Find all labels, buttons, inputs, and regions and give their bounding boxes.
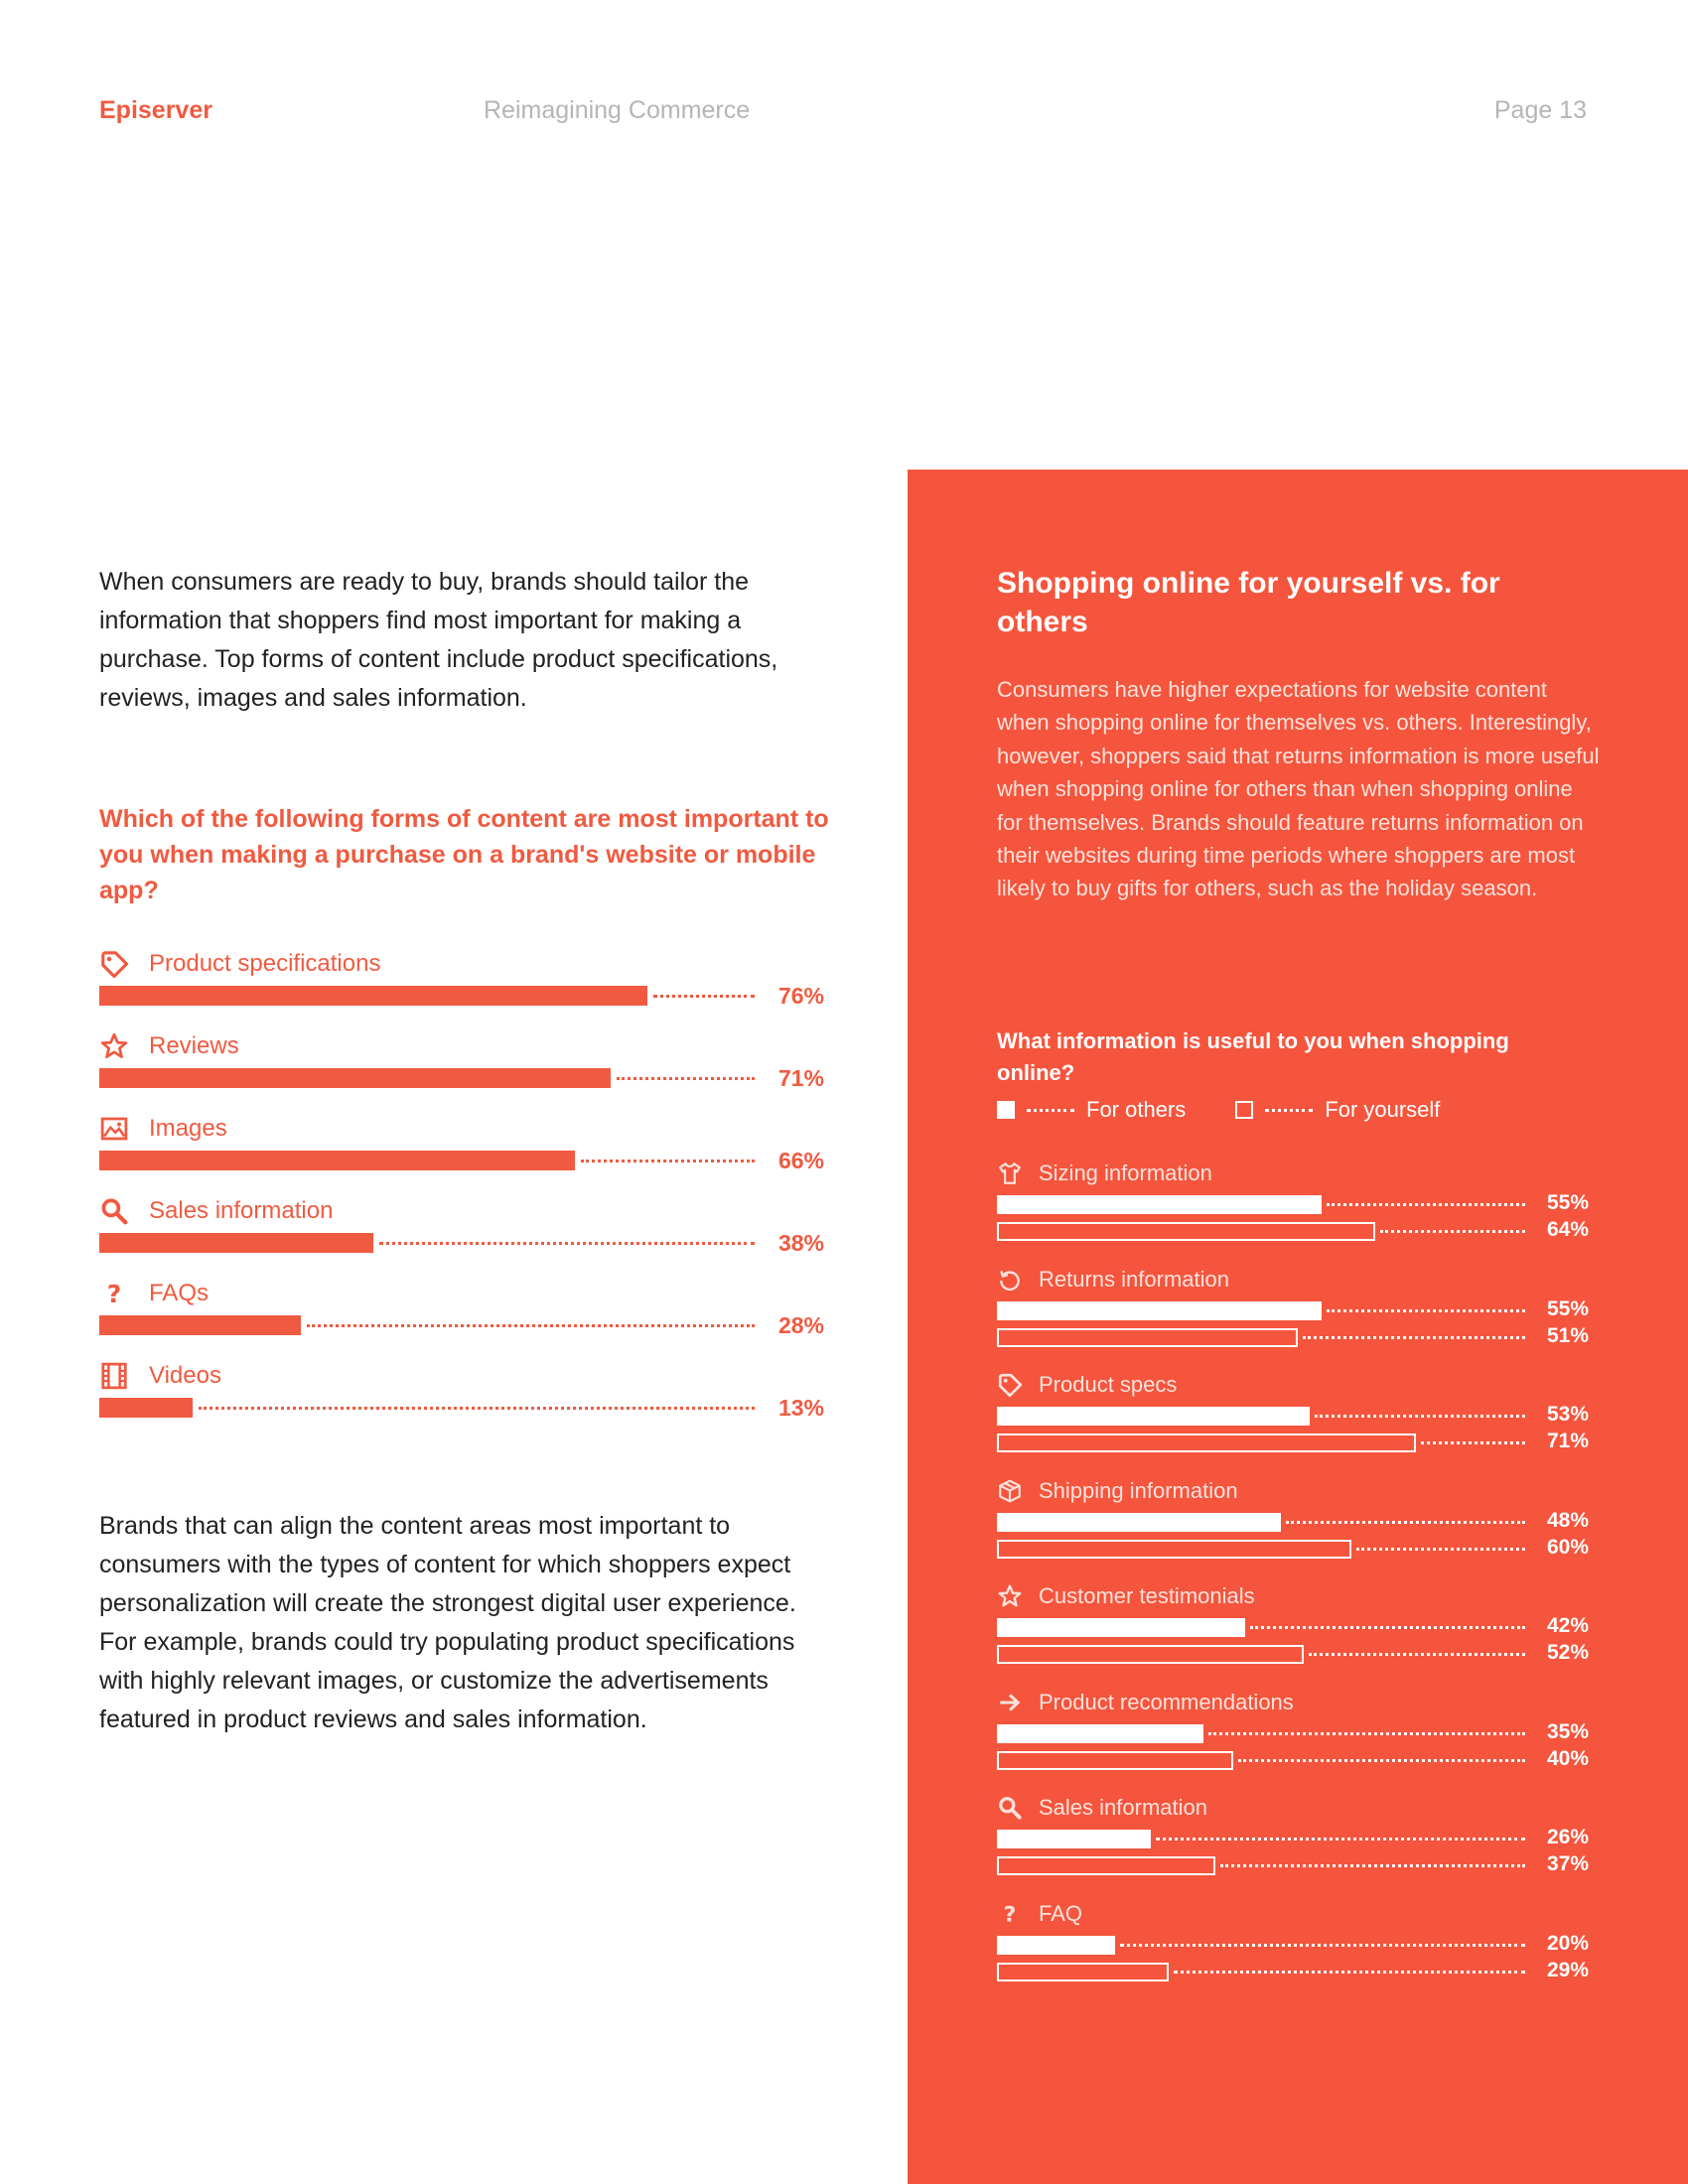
value-for-others: 26%: [1546, 1826, 1589, 1848]
leader-dots: [1286, 1521, 1525, 1524]
chart-row: [99, 947, 824, 1029]
chart-row: [997, 1266, 1589, 1372]
star-icon: [997, 1583, 1023, 1609]
box-icon: [997, 1478, 1023, 1504]
document-title: Reimagining Commerce: [484, 96, 751, 124]
value-for-yourself: 29%: [1546, 1958, 1589, 1981]
bar-for-yourself: [997, 1222, 1375, 1241]
intro-paragraph: When consumers are ready to buy, brands should tailor the information that shoppers find most important for making a purchase. Top forms of content include product specifications, reviews, images and sales information.: [99, 568, 778, 712]
chart-row: [997, 1371, 1589, 1477]
bar-label-text: FAQ: [1039, 1900, 1083, 1926]
bar-for-others: [997, 1830, 1151, 1848]
svg-text:?: ?: [1003, 1902, 1017, 1927]
chart-row: [99, 1359, 824, 1441]
leader-dots: [1156, 1838, 1525, 1841]
legend-dots: [1265, 1109, 1313, 1112]
bar-label: [997, 1477, 1238, 1505]
bar-for-others: [997, 1407, 1310, 1426]
leader-dots: [1174, 1971, 1525, 1974]
bar-label-text: Product recommendations: [1039, 1689, 1294, 1714]
bar-label: [99, 1196, 333, 1226]
bar-for-yourself: [997, 1328, 1298, 1347]
bar-label-text: Sales information: [1039, 1795, 1207, 1820]
value-for-yourself: 51%: [1546, 1323, 1589, 1347]
chart-row: [99, 1029, 824, 1112]
legend-item-others: [997, 1097, 1186, 1123]
sidebar-panel: [908, 470, 1688, 2184]
bar-for-yourself: [997, 1645, 1304, 1664]
question-icon: [99, 1279, 129, 1308]
bar: [99, 1151, 575, 1170]
legend-item-yourself: [1235, 1097, 1440, 1123]
leader-dots: [1421, 1441, 1525, 1444]
return-icon: [997, 1267, 1023, 1293]
leader-dots: [1120, 1944, 1525, 1947]
arrow-icon: [997, 1690, 1023, 1715]
bar-label-text: Customer testimonials: [1039, 1583, 1255, 1608]
chart-legend: [997, 1097, 1489, 1123]
bar-label: [99, 1279, 209, 1308]
value-for-yourself: 40%: [1546, 1746, 1589, 1770]
chart-row: [99, 1277, 824, 1359]
chart-row: [99, 1112, 824, 1194]
bar-label: [997, 1900, 1082, 1928]
star-icon: [99, 1031, 129, 1061]
leader-dots: [379, 1242, 755, 1245]
bar-label-text: Sizing information: [1039, 1160, 1212, 1185]
bar-label: [99, 949, 380, 979]
shirt-icon: [997, 1160, 1023, 1186]
chart-row: [997, 1794, 1589, 1900]
leader-dots: [1327, 1203, 1525, 1206]
leader-dots: [581, 1160, 755, 1162]
bar-label-text: Images: [149, 1115, 227, 1142]
useful-info-chart: [997, 1160, 1589, 2005]
page-number: Page 13: [1493, 96, 1587, 124]
chart-row: [997, 1900, 1589, 2006]
value-for-others: 55%: [1546, 1297, 1589, 1320]
search-icon: [99, 1196, 129, 1226]
value-for-yourself: 71%: [1546, 1430, 1589, 1452]
bar-value-label: 66%: [777, 1148, 824, 1173]
panel-body: Consumers have higher expectations for website content when shopping online for themselves vs. others. Interestingly, however, shoppers said that returns information is more useful when shopping online for others than when shopping online for themselves. Brands should feature returns information on their websites during time periods where shoppers are most likely to buy gifts for others, such as the holiday season.: [997, 677, 1600, 901]
bar-label-text: Product specifications: [149, 950, 381, 977]
bar-label: [99, 1114, 227, 1144]
leader-dots: [1327, 1309, 1525, 1312]
leader-dots: [199, 1407, 755, 1410]
leader-dots: [617, 1077, 755, 1080]
bar-value-label: 71%: [777, 1065, 824, 1091]
tag-icon: [99, 949, 129, 979]
bar-label: [997, 1794, 1207, 1822]
leader-dots: [1303, 1336, 1525, 1339]
leader-dots: [1380, 1230, 1525, 1233]
bar-for-yourself: [997, 1540, 1351, 1559]
bar-value-label: 76%: [777, 983, 824, 1009]
bar-label: [99, 1361, 221, 1391]
leader-dots: [1208, 1732, 1525, 1735]
bar: [99, 1315, 301, 1335]
bar-value-label: 28%: [777, 1312, 824, 1338]
bar-value-label: 13%: [777, 1395, 824, 1421]
bar-label-text: FAQs: [149, 1280, 210, 1306]
svg-text:?: ?: [106, 1279, 122, 1308]
bar-for-others: [997, 1195, 1322, 1214]
legend-dots: [1027, 1109, 1074, 1112]
bar-label-text: Shipping information: [1039, 1477, 1238, 1503]
leader-dots: [1220, 1864, 1525, 1867]
bar: [99, 986, 647, 1006]
leader-dots: [1315, 1415, 1525, 1418]
bar-label: [997, 1266, 1229, 1294]
panel-title: Shopping online for yourself vs. for others: [997, 567, 1500, 638]
bar-label-text: Returns information: [1039, 1266, 1229, 1292]
bar-for-others: [997, 1724, 1203, 1743]
legend-label-yourself: For yourself: [1325, 1097, 1441, 1122]
image-icon: [99, 1114, 129, 1144]
chart-row: [99, 1194, 824, 1277]
tag-icon: [997, 1372, 1023, 1398]
leader-dots: [1356, 1548, 1525, 1551]
chart-row: [997, 1160, 1589, 1266]
bar-label: [997, 1160, 1212, 1187]
bar: [99, 1233, 373, 1253]
bar-for-yourself: [997, 1856, 1215, 1875]
chart-row: [997, 1582, 1589, 1689]
bar-label: [997, 1582, 1255, 1610]
leader-dots: [653, 995, 755, 998]
leader-dots: [1250, 1626, 1525, 1629]
value-for-yourself: 52%: [1546, 1641, 1589, 1664]
legend-label-others: For others: [1086, 1097, 1187, 1122]
bar-value-label: 38%: [777, 1230, 824, 1256]
bar-for-yourself: [997, 1963, 1169, 1981]
bar-label: [997, 1689, 1294, 1716]
bar-for-yourself: [997, 1433, 1416, 1452]
bar-for-others: [997, 1301, 1322, 1320]
leader-dots: [307, 1324, 755, 1327]
brand-logo-text: Episerver: [99, 96, 212, 124]
film-icon: [99, 1361, 129, 1391]
bar-label-text: Videos: [149, 1362, 221, 1389]
value-for-yourself: 37%: [1546, 1852, 1589, 1875]
bar-label-text: Reviews: [149, 1032, 239, 1059]
content-importance-chart: [99, 947, 824, 1441]
question-icon: [997, 1901, 1023, 1927]
chart-row: [997, 1689, 1589, 1795]
bar-label-text: Product specs: [1039, 1372, 1178, 1397]
bar-for-others: [997, 1618, 1245, 1637]
bar-label-text: Sales information: [149, 1197, 334, 1224]
value-for-others: 35%: [1546, 1719, 1589, 1743]
value-for-others: 20%: [1546, 1931, 1589, 1955]
bar-for-others: [997, 1513, 1281, 1532]
chart-row: [997, 1477, 1589, 1583]
bar-for-yourself: [997, 1751, 1233, 1770]
bar: [99, 1068, 611, 1088]
survey-question: Which of the following forms of content are most important to you when making a purchase on a brand's website or mobile app?: [99, 805, 829, 904]
value-for-yourself: 60%: [1546, 1535, 1589, 1559]
leader-dots: [1309, 1653, 1525, 1656]
value-for-others: 53%: [1546, 1403, 1589, 1426]
bar: [99, 1398, 193, 1418]
bar-label: [997, 1371, 1177, 1399]
leader-dots: [1238, 1759, 1525, 1762]
bar-label: [99, 1031, 239, 1061]
bar-for-others: [997, 1936, 1115, 1955]
search-icon: [997, 1795, 1023, 1821]
value-for-yourself: 64%: [1546, 1218, 1589, 1241]
legend-swatch-filled: [997, 1101, 1015, 1119]
closing-paragraph: Brands that can align the content areas most important to consumers with the types of content for which shoppers expect personalization will create the strongest digital user experience. For example, brands could try populating product specifications with highly relevant images, or customize the advertisements featured in product reviews and sales information.: [99, 1512, 796, 1733]
value-for-others: 55%: [1546, 1191, 1589, 1214]
value-for-others: 48%: [1546, 1508, 1589, 1532]
legend-swatch-outline: [1235, 1101, 1253, 1119]
value-for-others: 42%: [1546, 1614, 1589, 1637]
chart-question: What information is useful to you when shopping online?: [997, 1028, 1509, 1085]
